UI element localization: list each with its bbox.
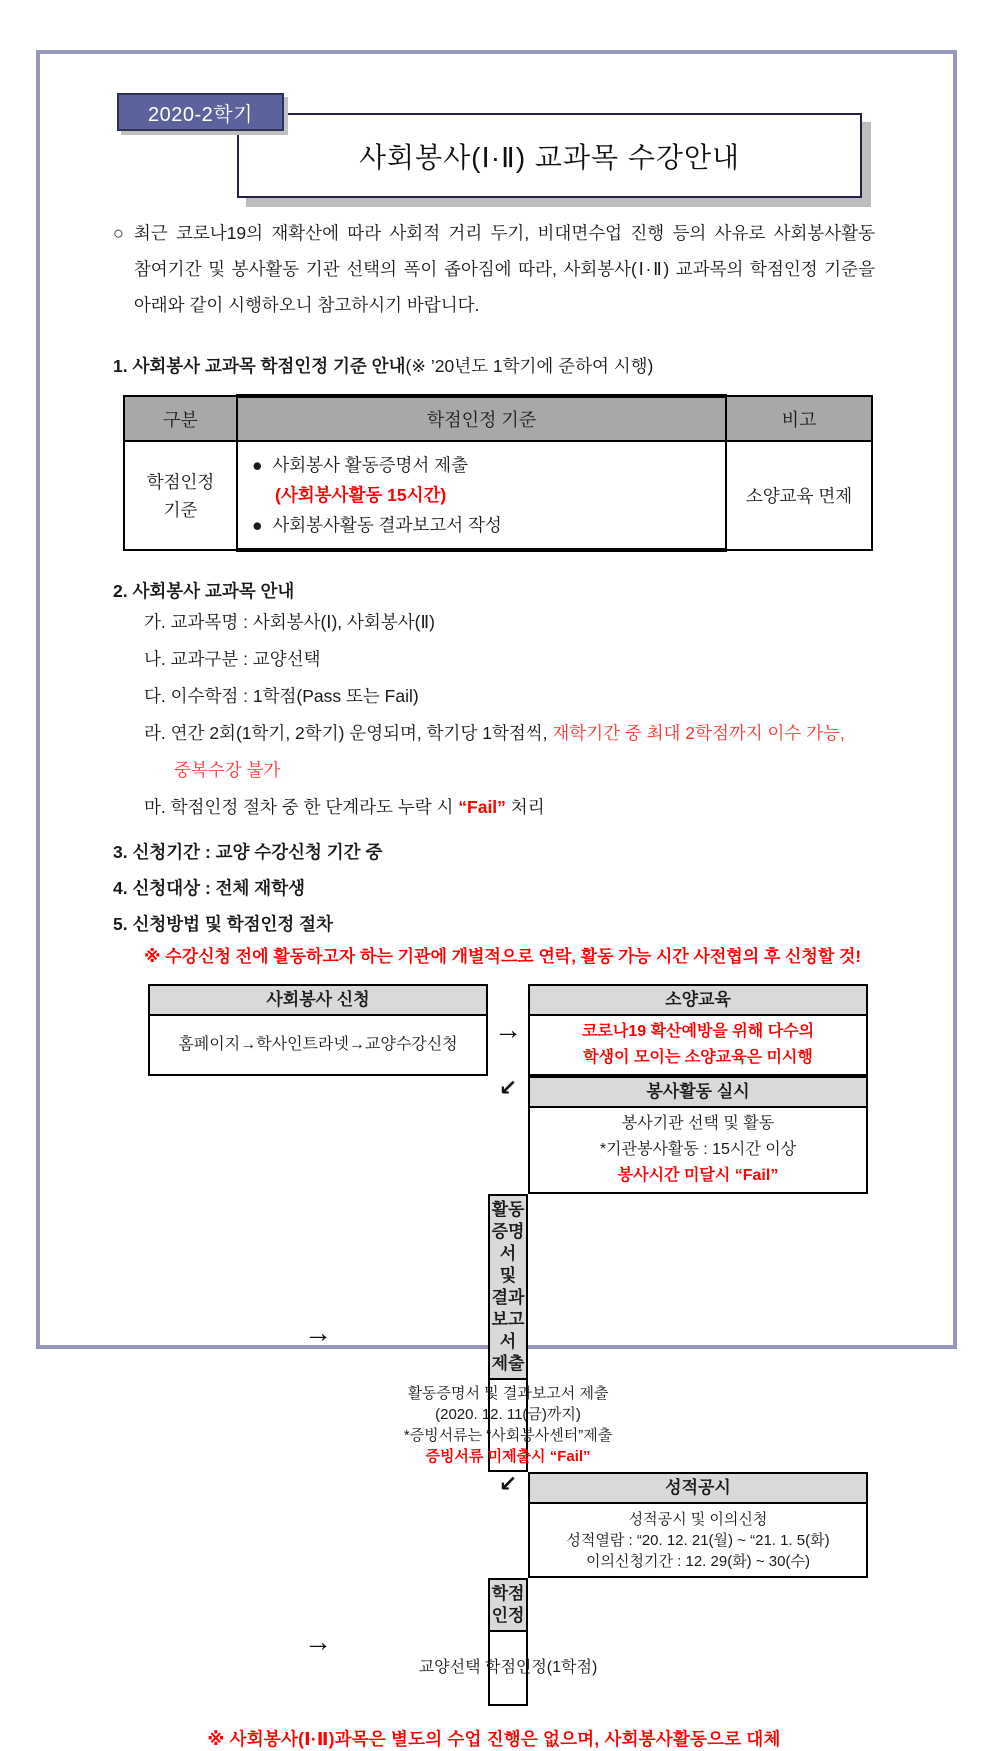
criteria-items-cell <box>237 441 726 550</box>
intro-text: 최근 코로나19의 재확산에 따라 사회적 거리 두기, 비대면수업 진행 등의 사유로 사회봉사활동 참여기간 및 봉사활동 기관 선택의 폭이 좁아짐에 따라, 사회봉사(Ⅰ·Ⅱ) 교과목의 학점인정 기준을 아래와 같이 시행하오니 참고하시기 바랍니다. <box>133 223 875 315</box>
pre-application-warning: ※ 수강신청 전에 활동하고자 하는 기관에 개별적으로 연락, 활동 가능 시간 사전협의 후 신청할 것! <box>144 947 862 966</box>
right-arrow-icon: → <box>494 1014 522 1045</box>
circle-bullet-icon: ○ <box>113 223 124 243</box>
section-2-heading: 2. 사회봉사 교과목 안내 <box>113 581 295 601</box>
criteria-table-header-row <box>124 396 872 441</box>
flow-activity-line-3: 봉사시간 미달시 “Fail” <box>617 1167 779 1184</box>
flow-education-line-2: 학생이 모이는 소양교육은 미시행 <box>583 1049 813 1066</box>
document-frame <box>36 50 957 1749</box>
bullet-icon: ● <box>252 455 263 475</box>
section-3-heading: 3. 신청기간 : 교양 수강신청 기간 중 <box>113 842 383 862</box>
criteria-header-category: 구분 <box>124 396 237 441</box>
flow-report-line-1: 활동증명서 및 결과보고서 제출 <box>407 1385 609 1402</box>
criteria-table-body-row <box>124 441 872 550</box>
flow-credit-line-1: 교양선택 학점인정(1학점) <box>418 1659 598 1676</box>
flow-box-application <box>148 984 488 1076</box>
criteria-item-2: ● 사회봉사활동 결과보고서 작성 <box>252 515 502 535</box>
procedure-flowchart <box>148 984 868 1706</box>
flow-grade-line-3: 이의신청기간 : 12. 29(화) ~ 30(수) <box>586 1552 810 1570</box>
criteria-item-1: ● 사회봉사 활동증명서 제출 <box>252 455 468 475</box>
flow-box-education <box>528 984 868 1076</box>
course-item-ga: 가. 교과목명 : 사회봉사(Ⅰ), 사회봉사(Ⅱ) <box>144 612 435 632</box>
flow-box-activity-header: 봉사활동 실시 <box>530 1078 866 1108</box>
bullet-icon: ● <box>252 515 263 535</box>
flow-activity-line-1: 봉사기관 선택 및 활동 <box>621 1115 775 1132</box>
semester-badge: 2020-2학기 <box>117 93 284 131</box>
flow-box-credit <box>418 1578 598 1706</box>
course-item-ma: 마. 학점인정 절차 중 한 단계라도 누락 시 “Fail” 처리 <box>144 797 545 817</box>
course-item-da: 다. 이수학점 : 1학점(Pass 또는 Fail) <box>144 686 419 706</box>
right-arrow-icon: → <box>304 1626 332 1657</box>
flow-report-line-2: (2020. 12. 11(금)까지) <box>435 1406 581 1423</box>
flow-report-line-3: *증빙서류는 “사회봉사센터”제출 <box>403 1427 613 1444</box>
right-arrow-icon: → <box>304 1317 332 1348</box>
flow-report-line-4: 증빙서류 미제출시 “Fail” <box>425 1448 591 1465</box>
flow-box-application-header: 사회봉사 신청 <box>150 986 486 1016</box>
criteria-table <box>123 394 873 552</box>
criteria-header-standard: 학점인정 기준 <box>237 396 726 441</box>
criteria-remark: 소양교육 면제 <box>726 441 872 550</box>
flow-education-line-1: 코로나19 확산예방을 위해 다수의 <box>581 1023 815 1040</box>
flow-box-activity <box>528 1076 868 1194</box>
intro-paragraph <box>113 215 875 323</box>
section-1-title: 1. 사회봉사 교과목 학점인정 기준 안내 <box>113 356 406 376</box>
criteria-item-1-red: (사회봉사활동 15시간) <box>275 485 447 505</box>
flow-grade-line-2: 성적열람 : “20. 12. 21(월) ~ “21. 1. 5(화) <box>566 1531 830 1549</box>
document-content <box>113 215 875 1751</box>
flow-activity-line-2: *기관봉사활동 : 15시간 이상 <box>599 1141 797 1158</box>
bottom-note: ※ 사회봉사(Ⅰ·Ⅱ)과목은 별도의 수업 진행은 없으며, 사회봉사활동으로 대체 <box>207 1729 781 1749</box>
section-5-heading: 5. 신청방법 및 학점인정 절차 <box>113 914 333 934</box>
flow-grade-line-1: 성적공시 및 이의신청 <box>628 1510 768 1528</box>
section-1-heading <box>113 353 875 379</box>
criteria-header-remark: 비고 <box>726 396 872 441</box>
course-item-na: 나. 교과구분 : 교양선택 <box>144 649 321 669</box>
section-4-heading: 4. 신청대상 : 전체 재학생 <box>113 878 306 898</box>
section-1-note: (※ ’20년도 1학기에 준하여 시행) <box>405 356 654 376</box>
flow-application-path: 홈페이지→학사인트라넷→교양수강신청 <box>178 1036 458 1053</box>
notice-title: 사회봉사(Ⅰ·Ⅱ) 교과목 수강안내 <box>358 141 741 173</box>
notice-title-box <box>237 113 862 198</box>
flow-box-report-header: 활동증명서 및 결과보고서 제출 <box>490 1196 526 1380</box>
down-left-arrow-icon: ↙ <box>498 1075 518 1100</box>
course-item-ra: 라. 연간 2회(1학기, 2학기) 운영되며, 학기당 1학점씩, 재학기간 중 최대 2학점까지 이수 가능, 중복수강 불가 <box>144 723 845 780</box>
down-left-arrow-icon: ↙ <box>498 1471 518 1496</box>
criteria-row-label: 학점인정 기준 <box>124 441 237 550</box>
flow-box-grade-header: 성적공시 <box>530 1474 866 1504</box>
flow-box-education-header: 소양교육 <box>530 986 866 1016</box>
flow-box-credit-header: 학점인정 <box>490 1580 526 1632</box>
flow-box-grade <box>528 1472 868 1578</box>
flow-box-report <box>403 1194 613 1472</box>
